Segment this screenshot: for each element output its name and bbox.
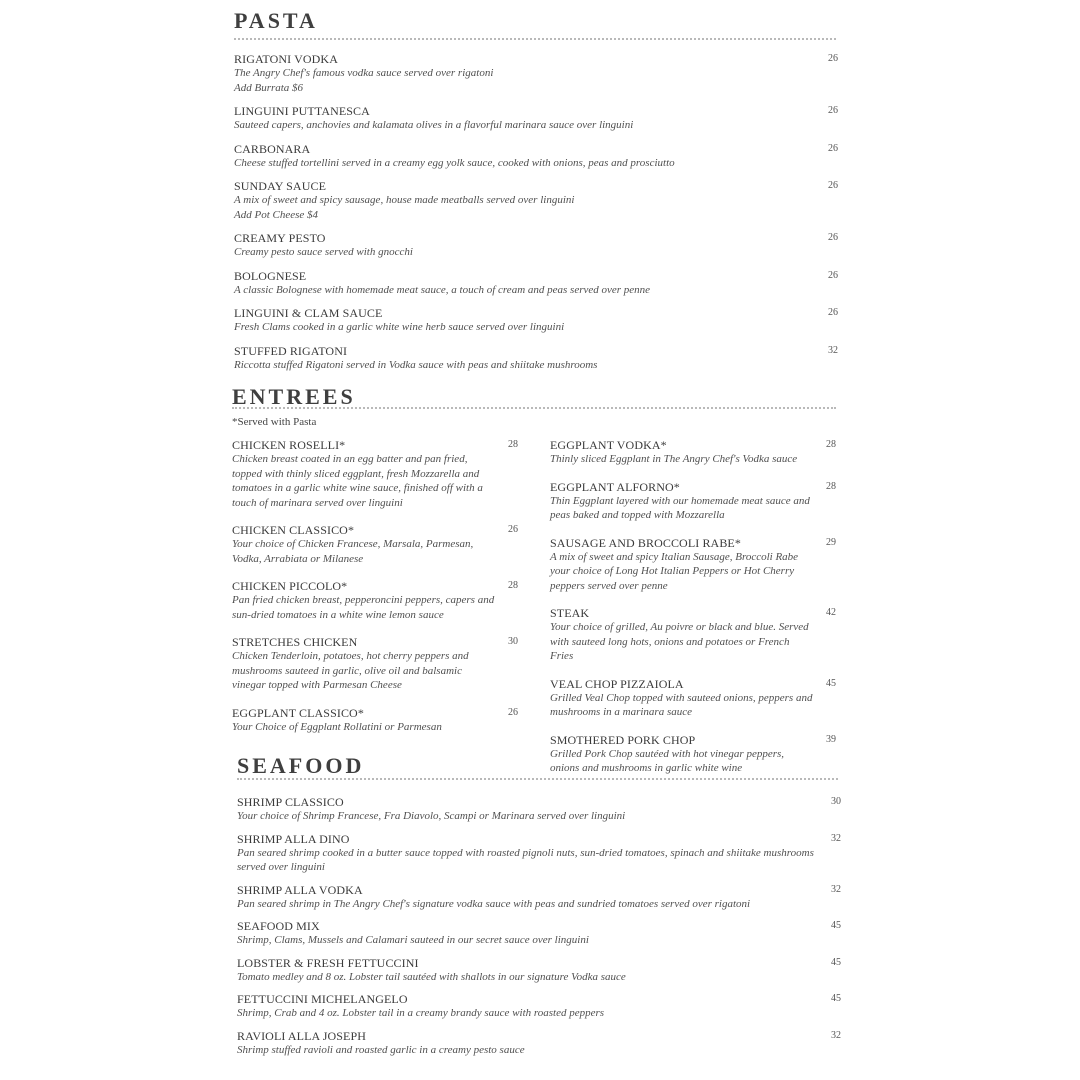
menu-item-price: 26 <box>828 105 838 116</box>
menu-item-price: 26 <box>828 180 838 191</box>
menu-item-description: A mix of sweet and spicy sausage, house made meatballs served over linguini <box>234 194 575 206</box>
menu-item-name: CHICKEN PICCOLO* <box>232 579 348 593</box>
menu-item <box>550 438 836 467</box>
menu-item <box>237 956 841 985</box>
menu-item-price: 26 <box>828 269 838 281</box>
menu-item-price: 39 <box>826 733 836 745</box>
menu-item-name: STUFFED RIGATONI <box>234 343 348 358</box>
menu-item-addon: Add Burrata $6 <box>234 81 304 94</box>
entrees-title: ENTREES <box>232 384 356 409</box>
menu-item-description: Thin Eggplant layered with our homemade meat sauce and peas baked and topped with Mozzarella <box>550 494 810 521</box>
pasta-list <box>234 52 838 381</box>
menu-item <box>237 919 841 948</box>
menu-item-price: 32 <box>831 832 841 844</box>
menu-item-description: Pan fried chicken breast, pepperoncini peppers, capers and sun-dried tomatoes in a white wine lemon sauce <box>232 594 495 621</box>
menu-item <box>550 536 836 594</box>
menu-item-description: Tomato medley and 8 oz. Lobster tail sautéed with shallots in our signature Vodka sauce <box>237 970 626 983</box>
menu-item-price: 32 <box>828 344 838 356</box>
menu-item-name: SHRIMP CLASSICO <box>237 795 344 809</box>
menu-item-price: 28 <box>826 439 836 450</box>
menu-item-price: 26 <box>828 53 838 64</box>
entrees-divider <box>232 407 836 409</box>
menu-item-description: Chicken breast coated in an egg batter and pan fried, topped with thinly sliced eggplant, fresh Mozzarella and tomatoes in a garlic white wine sauce, finished off with a touch of marinara served over linguini <box>232 453 483 509</box>
menu-item <box>232 635 518 693</box>
menu-item <box>234 142 838 171</box>
menu-item-description: A classic Bolognese with homemade meat sauce, a touch of cream and peas served over penne <box>234 283 651 296</box>
menu-item-name: SHRIMP ALLA DINO <box>237 831 350 846</box>
menu-item-price: 32 <box>831 883 841 895</box>
menu-item-price: 42 <box>826 607 836 618</box>
menu-item-name: RIGATONI VODKA <box>234 52 338 66</box>
menu-item-name: LINGUINI & CLAM SAUCE <box>234 306 383 320</box>
menu-item-description: Fresh Clams cooked in a garlic white wine herb sauce served over linguini <box>234 321 565 333</box>
menu-item-description: Riccotta stuffed Rigatoni served in Vodka sauce with peas and shiitake mushrooms <box>234 358 598 371</box>
entrees-right-column <box>550 438 836 789</box>
menu-item-description: Your choice of Shrimp Francese, Fra Diavolo, Scampi or Marinara served over linguini <box>237 810 626 822</box>
menu-item <box>237 795 841 824</box>
menu-item <box>550 606 836 664</box>
menu-item-description: Sauteed capers, anchovies and kalamata olives in a flavorful marinara sauce over linguini <box>234 119 634 131</box>
menu-item <box>232 438 518 510</box>
menu-item-name: STEAK <box>550 606 590 620</box>
menu-item-price: 30 <box>508 636 518 647</box>
menu-item-name: SAUSAGE AND BROCCOLI RABE* <box>550 535 741 550</box>
menu-item-description: Grilled Veal Chop topped with sauteed onions, peppers and mushrooms in a marinara sauce <box>550 691 813 718</box>
menu-item <box>234 344 838 373</box>
menu-item-description: Thinly sliced Eggplant in The Angry Chef's Vodka sauce <box>550 453 798 465</box>
menu-item <box>234 104 838 133</box>
menu-item-name: RAVIOLI ALLA JOSEPH <box>237 1028 367 1043</box>
menu-item-name: SUNDAY SAUCE <box>234 179 326 193</box>
menu-item <box>237 832 841 875</box>
menu-item-price: 45 <box>831 956 841 968</box>
menu-item <box>237 992 841 1021</box>
menu-item-name: FETTUCCINI MICHELANGELO <box>237 992 408 1006</box>
menu-item-price: 45 <box>831 920 841 931</box>
menu-item <box>232 579 518 622</box>
menu-item-addon: Add Pot Cheese $4 <box>234 208 319 221</box>
menu-item-description: Pan seared shrimp cooked in a butter sauce topped with roasted pignoli nuts, sun-dried tomatoes, spinach and shiitake mushrooms served over linguini <box>237 846 814 873</box>
menu-item-name: VEAL CHOP PIZZAIOLA <box>550 676 684 691</box>
pasta-title: PASTA <box>234 8 318 33</box>
menu-item-name: STRETCHES CHICKEN <box>232 635 358 649</box>
menu-item-price: 26 <box>508 524 518 535</box>
menu-item-description: Grilled Pork Chop sautéed with hot vinegar peppers, onions and mushrooms in garlic white wine <box>550 747 785 774</box>
menu-item-price: 28 <box>508 439 518 450</box>
menu-item-price: 28 <box>508 580 518 591</box>
menu-item <box>550 480 836 523</box>
seafood-title: SEAFOOD <box>237 753 365 778</box>
menu-item-description: Your Choice of Eggplant Rollatini or Parmesan <box>232 720 442 733</box>
menu-item-name: SHRIMP ALLA VODKA <box>237 882 363 897</box>
menu-item <box>237 883 841 912</box>
pasta-divider <box>234 38 836 40</box>
menu-item-description: A mix of sweet and spicy Italian Sausage, Broccoli Rabe your choice of Long Hot Italian Peppers or Hot Cherry peppers served over penne <box>550 550 799 592</box>
menu-item <box>234 269 838 298</box>
menu-item-name: EGGPLANT ALFORNO* <box>550 479 680 494</box>
menu-item <box>550 677 836 720</box>
menu-item <box>234 231 838 260</box>
menu-item-price: 45 <box>826 677 836 689</box>
menu-item-name: CREAMY PESTO <box>234 231 326 245</box>
menu-item-description: Shrimp, Clams, Mussels and Calamari sauteed in our secret sauce over linguini <box>237 934 589 946</box>
menu-item-name: CARBONARA <box>234 141 311 156</box>
menu-item-name: LINGUINI PUTTANESCA <box>234 104 370 118</box>
menu-item-price: 26 <box>828 232 838 243</box>
served-with-pasta-note: *Served with Pasta <box>232 416 317 428</box>
menu-item-price: 30 <box>831 796 841 807</box>
menu-item-description: Shrimp stuffed ravioli and roasted garlic in a creamy pesto sauce <box>237 1043 525 1056</box>
seafood-divider <box>237 778 838 780</box>
menu-item-price: 32 <box>831 1029 841 1041</box>
menu-item-name: CHICKEN CLASSICO* <box>232 523 355 537</box>
menu-item-name: CHICKEN ROSELLI* <box>232 438 346 452</box>
menu-item-price: 26 <box>828 142 838 154</box>
menu-item-description: The Angry Chef's famous vodka sauce served over rigatoni <box>234 67 494 79</box>
menu-item <box>550 733 836 776</box>
menu-item-description: Pan seared shrimp in The Angry Chef's signature vodka sauce with peas and sundried tomatoes served over rigatoni <box>237 897 751 910</box>
menu-item-description: Your choice of Chicken Francese, Marsala, Parmesan, Vodka, Arrabiata or Milanese <box>232 538 474 565</box>
menu-item-name: SMOTHERED PORK CHOP <box>550 732 696 747</box>
menu-item-description: Creamy pesto sauce served with gnocchi <box>234 246 413 258</box>
menu-item <box>234 306 838 335</box>
menu-item <box>232 523 518 566</box>
menu-item <box>237 1029 841 1058</box>
menu-item <box>234 52 838 95</box>
menu-item-price: 29 <box>826 536 836 548</box>
menu-item-name: EGGPLANT CLASSICO* <box>232 705 364 720</box>
menu-item-description: Your choice of grilled, Au poivre or black and blue. Served with sauteed long hots, onions and potatoes or French Fries <box>550 621 809 662</box>
menu-item-name: EGGPLANT VODKA* <box>550 438 667 452</box>
menu-item-name: SEAFOOD MIX <box>237 919 320 933</box>
menu-item <box>234 179 838 222</box>
menu-item-description: Chicken Tenderloin, potatoes, hot cherry peppers and mushrooms sauteed in garlic, olive oil and balsamic vinegar topped with Parmesan Cheese <box>232 650 469 691</box>
menu-item-price: 26 <box>828 307 838 318</box>
seafood-list <box>237 795 841 1065</box>
menu-item-price: 28 <box>826 480 836 492</box>
menu-item-name: BOLOGNESE <box>234 268 307 283</box>
menu-item-price: 45 <box>831 993 841 1004</box>
menu-item-price: 26 <box>508 706 518 718</box>
menu-item <box>232 706 518 735</box>
menu-item-description: Shrimp, Crab and 4 oz. Lobster tail in a creamy brandy sauce with roasted peppers <box>237 1007 605 1019</box>
menu-item-description: Cheese stuffed tortellini served in a creamy egg yolk sauce, cooked with onions, peas and prosciutto <box>234 156 675 169</box>
menu-item-name: LOBSTER & FRESH FETTUCCINI <box>237 955 419 970</box>
entrees-left-column <box>232 438 518 747</box>
